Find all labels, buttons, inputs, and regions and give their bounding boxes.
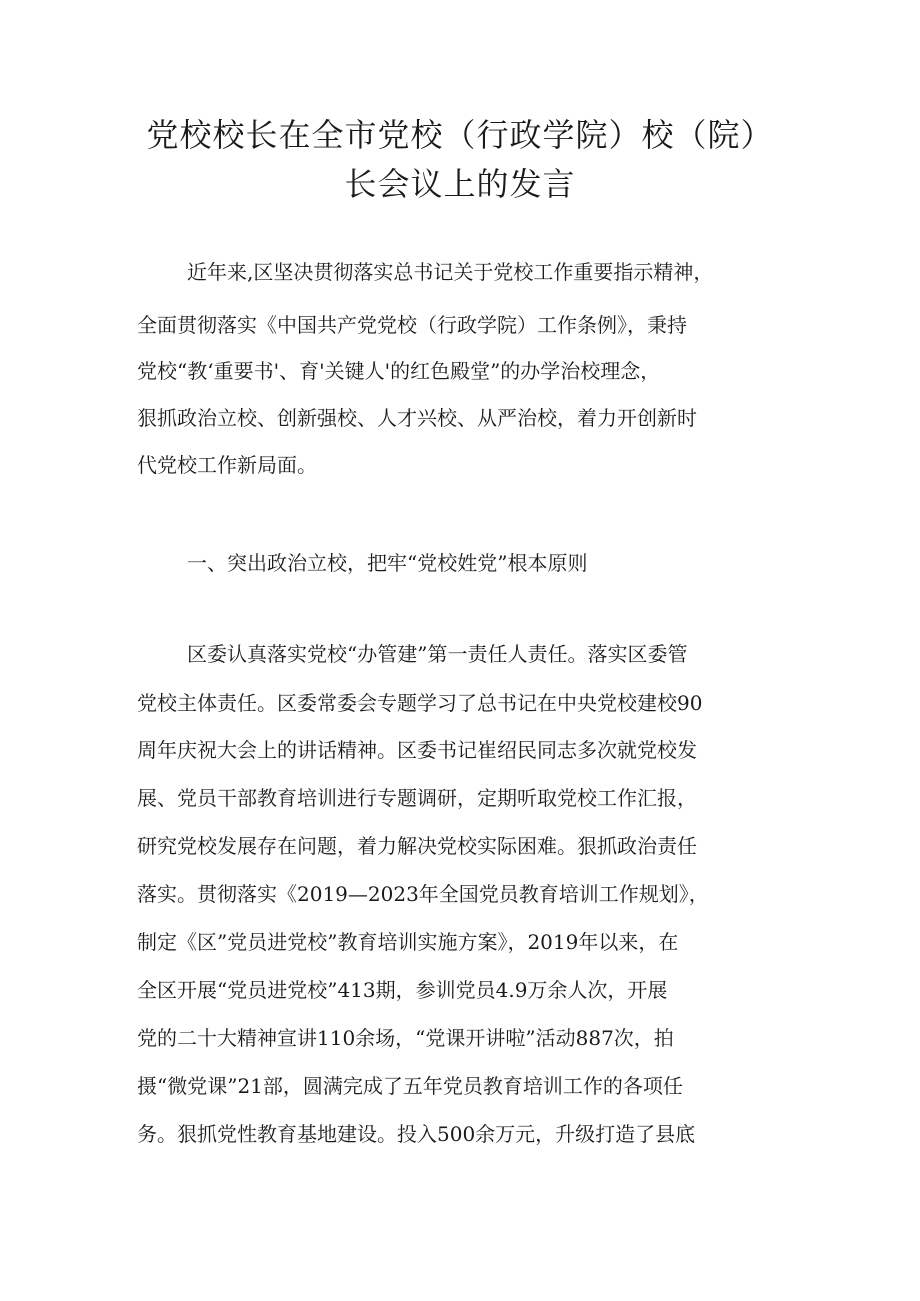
section-heading-1: 一、突出政治立校，把牢“党校姓党”根本原则 (187, 551, 588, 575)
paragraph-2-line-6: 落实。贯彻落实《2019—2023年全国党员教育培训工作规划》， (137, 882, 709, 906)
paragraph-2-line-1: 区委认真落实党校“办管建”第一责任人责任。落实区委管 (187, 642, 688, 666)
paragraph-2-line-9: 党的二十大精神宣讲110余场，“党课开讲啦”活动887次，拍 (137, 1026, 674, 1050)
document-title-line-1: 党校校长在全市党校（行政学院）校（院） (146, 116, 774, 154)
paragraph-1-line-3: 党校“教‘重要书'、育'关键人'的红色殿堂”的办学治校理念， (137, 359, 661, 383)
paragraph-2-line-3: 周年庆祝大会上的讲话精神。区委书记崔绍民同志多次就党校发 (137, 738, 697, 762)
document-title-line-2: 长会议上的发言 (344, 165, 576, 203)
paragraph-2-line-5: 研究党校发展存在问题，着力解决党校实际困难。狠抓政治责任 (137, 834, 697, 858)
paragraph-1-line-5: 代党校工作新局面。 (137, 453, 317, 477)
paragraph-2-line-10: 摄“微党课”21部，圆满完成了五年党员教育培训工作的各项任 (137, 1074, 683, 1098)
paragraph-2-line-4: 展、党员干部教育培训进行专题调研，定期听取党校工作汇报， (137, 786, 697, 810)
paragraph-1-line-4: 狠抓政治立校、创新强校、人才兴校、从严治校，着力开创新时 (137, 406, 697, 430)
paragraph-2-line-11: 务。狠抓党性教育基地建设。投入500余万元，升级打造了县底 (137, 1122, 696, 1146)
paragraph-2-line-2: 党校主体责任。区委常委会专题学习了总书记在中央党校建校90 (137, 691, 703, 715)
paragraph-2-line-7: 制定《区”党员进党校”教育培训实施方案》，2019年以来，在 (137, 930, 679, 954)
paragraph-1-line-1: 近年来,区坚决贯彻落实总书记关于党校工作重要指示精神， (187, 260, 714, 284)
paragraph-1-line-2: 全面贯彻落实《中国共产党党校（行政学院）工作条例》，秉持 (137, 313, 687, 337)
paragraph-2-line-8: 全区开展“党员进党校”413期，参训党员4.9万余人次，开展 (137, 978, 668, 1002)
